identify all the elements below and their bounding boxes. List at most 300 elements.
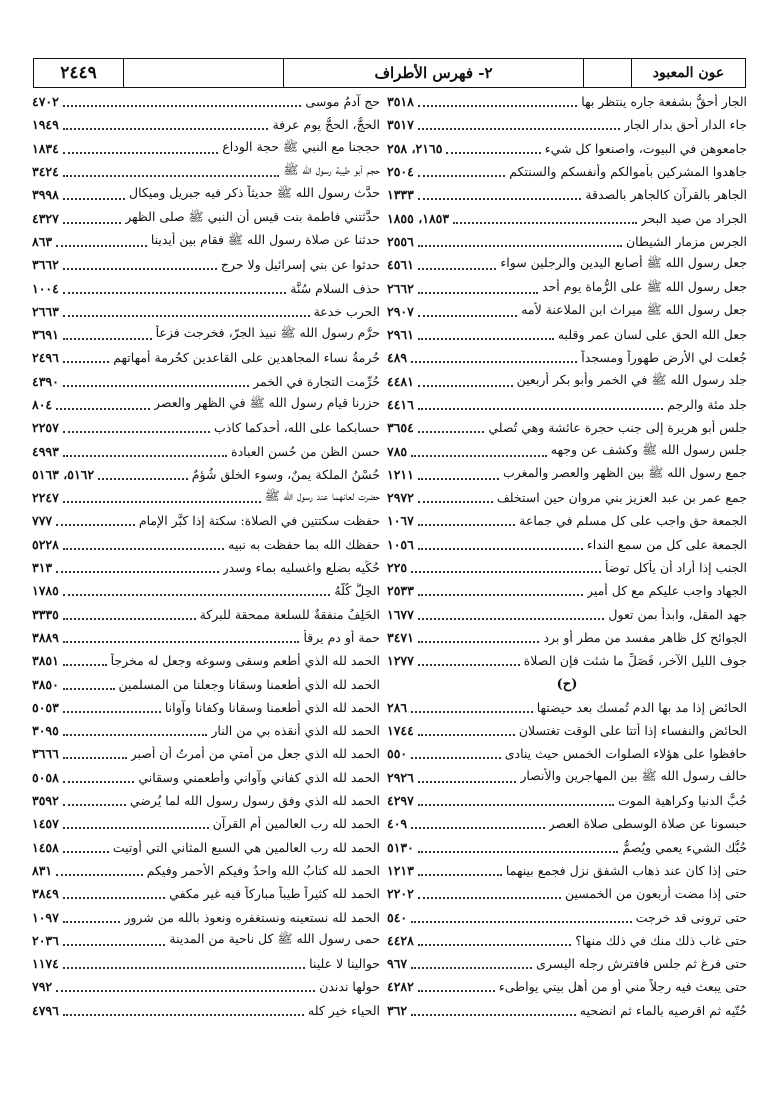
dot-leader <box>411 966 532 969</box>
hadith-number: ٢٩٠٧ <box>387 303 414 319</box>
hadith-incipit: حُكِّيه بضلع واغسليه بماء وسدر <box>222 560 380 576</box>
dot-leader <box>418 803 614 806</box>
hadith-number: ٢٢٤٧ <box>32 490 59 506</box>
index-entry <box>32 509 380 532</box>
hadith-incipit: الحمد لله نستعينه ونستغفره ونعوذ بالله من شرور <box>124 909 380 925</box>
index-column-right <box>387 90 747 1022</box>
hadith-number: ٣٦٥٤ <box>387 420 414 436</box>
hadith-incipit: حافظوا على هؤلاء الصلوات الخمس حيث ينادى <box>504 746 747 762</box>
dot-leader <box>63 500 261 503</box>
index-entry <box>32 253 380 276</box>
hadith-number: ١٠٩٧ <box>32 909 59 925</box>
hadith-incipit: الحمد لله كتابُ الله واحدٌ وفيكم الأحمر وفيكم <box>146 862 380 878</box>
hadith-incipit: حالف رسول الله ﷺ بين المهاجرين والأنصار <box>520 767 747 783</box>
dot-leader <box>418 780 516 783</box>
hadith-incipit: الحمد لله كثيراً طيباً مباركاً فيه غير مكفي <box>169 886 380 902</box>
dot-leader <box>63 593 331 596</box>
index-entry <box>32 393 380 416</box>
hadith-incipit: حُرمةُ نساء المجاهدين على القاعدين كحُرمة أمهاتهم <box>113 350 380 366</box>
dot-leader <box>63 850 109 853</box>
index-entry <box>387 90 747 113</box>
index-entry <box>32 183 380 206</box>
index-entry <box>32 626 380 649</box>
hadith-incipit: جاء الدار أحق بدار الجار <box>623 117 747 133</box>
hadith-incipit: حُبُّك الشيء يعمي ويُصمُّ <box>622 839 747 855</box>
hadith-incipit: حجم أبو طيبة رسول الله ﷺ <box>283 162 380 178</box>
hadith-incipit: الجمعة حق واجب على كل مسلم في جماعة <box>519 513 747 529</box>
hadith-incipit: حُرِّمت التجارة في الخمر <box>253 373 380 389</box>
hadith-number: ٣٥١٧ <box>387 117 414 133</box>
hadith-incipit: الجهاد واجب عليكم مع كل أمير <box>586 583 747 599</box>
hadith-number: ٧٩٢ <box>32 979 53 995</box>
hadith-incipit: جلد رسول الله ﷺ في الخمر وأبو بكر أربعين <box>516 371 747 387</box>
hadith-number: ١٦٧٧ <box>387 606 414 622</box>
index-entry <box>32 719 380 742</box>
book-title: عون المعبود <box>652 65 725 81</box>
hadith-incipit: حضرت لعانهما عند رسول الله ﷺ <box>264 488 380 504</box>
hadith-number: ٤٢٩٧ <box>387 793 414 809</box>
hadith-number: ٢٩٢٦ <box>387 769 414 785</box>
dot-leader <box>418 477 499 480</box>
hadith-number: ٣٨٥٠ <box>32 676 59 692</box>
hadith-incipit: جاهدوا المشركين بأموالكم وأنفسكم والسنتكم <box>509 164 747 180</box>
hadith-number: ١٢٧٧ <box>387 653 414 669</box>
index-entry <box>32 929 380 952</box>
hadith-number: ٣٨٨٩ <box>32 629 59 645</box>
hadith-incipit: الجار أحقُّ بشفعة جاره ينتظر بها <box>581 94 747 110</box>
hadith-incipit: الجنب إذا أراد أن يأكل توضأ <box>604 560 747 576</box>
hadith-incipit: الحائض إذا مد بها الدم تُمسك بعد حيضتها <box>536 699 747 715</box>
hadith-incipit: حمى رسول الله ﷺ كل ناحية من المدينة <box>169 930 380 946</box>
index-entry <box>387 579 747 602</box>
hadith-number: ٣١٣ <box>32 560 53 576</box>
index-entry <box>387 416 747 439</box>
hadith-incipit: الجرس مزمار الشيطان <box>625 233 747 249</box>
hadith-number: ٤٢٨٢ <box>387 979 414 995</box>
hadith-number: ١٤٥٧ <box>32 816 59 832</box>
index-entry <box>387 253 747 276</box>
hadith-number: ٩٦٧ <box>387 956 408 972</box>
index-entry <box>32 742 380 765</box>
index-entry <box>387 230 747 253</box>
dot-leader <box>418 337 554 340</box>
hadith-number: ٣٤٢٤ <box>32 164 59 180</box>
dot-leader <box>63 221 121 224</box>
index-entry <box>387 649 747 672</box>
index-entry <box>32 533 380 556</box>
dot-leader <box>418 127 620 130</box>
index-entry <box>32 370 380 393</box>
index-entry <box>32 836 380 859</box>
hadith-number: ٣٤٧١ <box>387 629 414 645</box>
dot-leader <box>63 710 161 713</box>
hadith-incipit: الجمعة على كل من سمع النداء <box>586 536 747 552</box>
dot-leader <box>411 360 577 363</box>
hadith-number: ٣٥٩٢ <box>32 793 59 809</box>
dot-leader <box>418 547 583 550</box>
hadith-number: ٤٤١٦ <box>387 397 414 412</box>
dot-leader <box>418 384 513 387</box>
index-entry <box>32 882 380 905</box>
dot-leader <box>63 197 125 200</box>
dot-leader <box>63 1013 304 1016</box>
hadith-number: ٣٨٤٩ <box>32 886 59 902</box>
index-entry <box>387 603 747 626</box>
hadith-incipit: الجاهر بالقرآن كالجاهر بالصدقة <box>585 187 747 203</box>
hadith-number: ١٢١٣ <box>387 862 414 878</box>
index-entry <box>32 859 380 882</box>
hadith-number: ٣٦٦٦ <box>32 746 59 762</box>
index-title: ٢- فهرس الأطراف <box>284 59 584 87</box>
index-entry <box>387 812 747 835</box>
hadith-incipit: جعل رسول الله ﷺ على الرُّماة يوم أحد <box>542 278 747 294</box>
page-number: ٢٤٤٩ <box>34 59 124 87</box>
hadith-incipit: حذف السلام سُنَّة <box>290 280 380 296</box>
hadith-number: ٤٠٩ <box>387 816 408 832</box>
dot-leader <box>63 756 127 759</box>
hadith-number: ٣٣٣٥ <box>32 606 59 622</box>
hadith-number: ١٧٤٤ <box>387 723 414 739</box>
index-entry <box>387 300 747 323</box>
hadith-incipit: الجوائح كل ظاهر مفسد من مطر أو برد <box>543 629 747 645</box>
dot-leader <box>418 430 484 433</box>
index-entry <box>32 789 380 812</box>
index-entry <box>32 952 380 975</box>
hadith-number: ٣٦٢ <box>387 1002 408 1018</box>
hadith-incipit: حبسونا عن صلاة الوسطى صلاة العصر <box>548 816 747 832</box>
dot-leader <box>411 756 501 759</box>
hadith-incipit: جلد مئة والرجم <box>667 397 747 412</box>
index-entry <box>387 929 747 952</box>
dot-leader <box>418 873 502 876</box>
dot-leader <box>63 104 302 107</box>
dot-leader <box>63 314 310 317</box>
dot-leader <box>418 593 583 596</box>
dot-leader <box>411 826 544 829</box>
dot-leader <box>418 663 520 666</box>
hadith-incipit: الحائض والنفساء إذا أتتا على الوقت تغتسلان <box>518 723 747 739</box>
hadith-number: ٤٨٩ <box>387 350 408 366</box>
index-entry <box>387 556 747 579</box>
hadith-incipit: جامعوهن في البيوت، واصنعوا كل شيء <box>544 140 747 156</box>
hadith-incipit: الحجُّ، الحجُّ يوم عرفة <box>272 117 380 133</box>
hadith-incipit: حتى إذا كان عند ذهاب الشفق نزل فجمع بينهما <box>505 862 747 878</box>
hadith-number: ٢٠٣٦ <box>32 932 59 948</box>
hadith-incipit: الحمد لله الذي أطعم وسقى وسوغه وجعل له مخرجاً <box>110 653 380 669</box>
index-entry <box>32 346 380 369</box>
dot-leader <box>418 314 517 317</box>
dot-leader <box>418 943 571 946</box>
hadith-number: ٥٤٠ <box>387 909 408 925</box>
page-header <box>33 58 746 88</box>
index-entry <box>387 113 747 136</box>
index-entry <box>387 836 747 859</box>
section-letter: (ح) <box>556 676 578 692</box>
dot-leader <box>63 640 300 643</box>
index-entry <box>32 766 380 789</box>
hadith-number: ٢٢٥٧ <box>32 420 59 436</box>
hadith-number: ٢٥٠٤ <box>387 164 414 180</box>
hadith-incipit: حُتّيه ثم اقرصيه بالماء ثم انضحيه <box>579 1002 747 1018</box>
hadith-number: ٥١٦٢، ٥١٦٣ <box>32 466 95 482</box>
dot-leader <box>418 197 581 200</box>
hadith-number: ٥٢٢٨ <box>32 536 59 552</box>
hadith-number: ٢٢٥ <box>387 560 408 576</box>
hadith-number: ٤٤٨١ <box>387 373 414 389</box>
hadith-incipit: حتى فرغ ثم جلس فافترش رجله اليسرى <box>536 956 747 972</box>
hadith-incipit: جوف الليل الآخر، فَصَلِّ ما شئت فإن الصلاة <box>523 653 747 669</box>
header-spacer <box>124 59 284 87</box>
hadith-number: ١٤٥٨ <box>32 839 59 855</box>
hadith-incipit: جلس أبو هريرة إلى جنب حجرة عائشة وهي تُصلي <box>488 420 747 436</box>
dot-leader <box>418 896 561 899</box>
index-entry <box>32 649 380 672</box>
hadith-incipit: الحمد لله الذي جعل من أمتي من أمرتُ أن أصبر <box>130 746 380 762</box>
hadith-incipit: جهد المقل، وابدأ بمن تعول <box>608 606 747 622</box>
hadith-number: ٥٠٥٨ <box>32 769 59 785</box>
index-entry <box>32 137 380 160</box>
hadith-incipit: حفظك الله بما حفظت به نبيه <box>228 536 380 552</box>
index-column-left <box>32 90 380 1022</box>
dot-leader <box>63 360 109 363</box>
hadith-number: ١١٧٤ <box>32 956 59 972</box>
index-entry <box>32 463 380 486</box>
hadith-number: ٣٩٩٨ <box>32 187 59 203</box>
index-entry <box>387 463 747 486</box>
dot-leader <box>56 523 135 526</box>
hadith-number: ١٠٠٤ <box>32 280 59 296</box>
hadith-number: ١٠٥٦ <box>387 536 414 552</box>
hadith-incipit: جلس رسول الله ﷺ وكشف عن وجهه <box>550 441 747 457</box>
dot-leader <box>418 733 515 736</box>
dot-leader <box>63 151 218 154</box>
index-entry <box>32 206 380 229</box>
index-entry <box>387 486 747 509</box>
index-entry <box>387 137 747 160</box>
dot-leader <box>418 104 577 107</box>
dot-leader <box>418 291 538 294</box>
index-entry <box>32 113 380 136</box>
dot-leader <box>56 873 143 876</box>
index-entry <box>32 323 380 346</box>
index-entry <box>387 439 747 462</box>
hadith-incipit: الحمد لله رب العالمين هي السبع المثاني التي أوتيت <box>112 839 380 855</box>
dot-leader <box>56 407 150 410</box>
index-entry <box>32 230 380 253</box>
index-entry <box>32 905 380 928</box>
dot-leader <box>56 244 147 247</box>
hadith-incipit: الحمد لله الذي كفاني وآواني وأطعمني وسقاني <box>138 769 380 785</box>
dot-leader <box>411 710 533 713</box>
index-entry <box>387 719 747 742</box>
dot-leader <box>446 151 540 154</box>
index-entry <box>387 766 747 789</box>
index-entry <box>387 975 747 998</box>
hadith-incipit: الحِلُّ كُلُّهُ <box>334 583 380 599</box>
index-entry <box>387 346 747 369</box>
hadith-number: ٨٦٣ <box>32 233 53 249</box>
index-entry <box>387 370 747 393</box>
hadith-incipit: حتى ترونى قد خرجت <box>635 909 747 925</box>
hadith-number: ٣٦٩١ <box>32 327 59 343</box>
index-entry <box>32 416 380 439</box>
hadith-number: ١٢١١ <box>387 466 414 482</box>
index-entry <box>387 160 747 183</box>
hadith-incipit: حتى يبعث فيه رجلاً مني أو من أهل بيتي يواطىء <box>498 979 747 995</box>
hadith-number: ١٩٤٩ <box>32 117 59 133</box>
index-entry <box>32 975 380 998</box>
index-entry <box>387 393 747 416</box>
index-entry <box>32 579 380 602</box>
hadith-incipit: حججنا مع النبي ﷺ حجة الوداع <box>222 138 380 154</box>
dot-leader <box>418 174 505 177</box>
hadith-number: ٤٣٩٠ <box>32 373 59 389</box>
index-entry <box>387 905 747 928</box>
header-spacer <box>584 59 632 87</box>
dot-leader <box>56 989 315 992</box>
dot-leader <box>63 780 135 783</box>
hadith-number: ٢٤٩٦ <box>32 350 59 366</box>
dot-leader <box>418 267 497 270</box>
hadith-incipit: حج آدمُ موسى <box>305 94 380 110</box>
dot-leader <box>453 221 637 224</box>
dot-leader <box>63 617 196 620</box>
hadith-incipit: جمع رسول الله ﷺ بين الظهر والعصر والمغرب <box>503 464 747 480</box>
hadith-number: ٣٦٦٢ <box>32 257 59 273</box>
index-entry <box>387 859 747 882</box>
hadith-incipit: الحمد لله الذي وفق رسول رسول الله لما يُرضي <box>129 793 380 809</box>
dot-leader <box>98 477 188 480</box>
hadith-number: ١٨٣٤ <box>32 140 59 156</box>
hadith-number: ٣٠٩٥ <box>32 723 59 739</box>
index-entry <box>387 789 747 812</box>
index-entry <box>387 999 747 1022</box>
hadith-incipit: حمة أو دم يرقأ <box>303 629 380 645</box>
dot-leader <box>411 570 601 573</box>
hadith-incipit: الجراد من صيد البحر <box>640 210 747 226</box>
hadith-number: ٢٦٦٢ <box>387 280 414 296</box>
hadith-incipit: الحمد لله الذي أنقذه بي من النار <box>211 723 380 739</box>
index-entry <box>387 742 747 765</box>
hadith-incipit: حدثنا عن صلاة رسول الله ﷺ فقام بين أيدينا <box>150 231 380 247</box>
index-entry <box>387 323 747 346</box>
index-entry <box>32 276 380 299</box>
hadith-incipit: حدَّثتني فاطمة بنت قيس أن النبي ﷺ صلى الظهر <box>125 208 380 224</box>
hadith-number: ١٧٨٥ <box>32 583 59 599</box>
section-heading <box>387 672 747 695</box>
hadith-incipit: الحَلِفُ منفقةٌ للسلعة ممحقة للبركة <box>199 606 380 622</box>
hadith-number: ٣٥١٨ <box>387 94 414 110</box>
hadith-number: ٢٥٣٣ <box>387 583 414 599</box>
index-entry <box>387 183 747 206</box>
hadith-incipit: حرَّم رسول الله ﷺ نبيذ الجرّ، فخرجت فزعاً <box>155 325 380 341</box>
dot-leader <box>63 174 280 177</box>
dot-leader <box>63 291 286 294</box>
dot-leader <box>63 127 269 130</box>
dot-leader <box>63 687 115 690</box>
hadith-incipit: الحمد لله رب العالمين أم القرآن <box>212 816 380 832</box>
hadith-number: ٤٩٩٣ <box>32 443 59 459</box>
hadith-incipit: جمع عمر بن عبد العزيز بني مروان حين استخلف <box>496 490 747 506</box>
dot-leader <box>56 570 218 573</box>
index-entry <box>32 439 380 462</box>
hadith-number: ٢٩٧٢ <box>387 490 414 506</box>
dot-leader <box>63 663 107 666</box>
hadith-incipit: حتى إذا مضت أربعون من الخمسين <box>565 886 747 902</box>
hadith-number: ٧٧٧ <box>32 513 53 529</box>
index-entry <box>387 206 747 229</box>
hadith-incipit: جعل الله الحق على لسان عمر وقلبه <box>557 327 747 343</box>
hadith-incipit: جعل رسول الله ﷺ أصابع اليدين والرجلين سواء <box>500 255 747 271</box>
dot-leader <box>418 640 540 643</box>
dot-leader <box>418 850 619 853</box>
hadith-number: ٥٥٠ <box>387 746 408 762</box>
dot-leader <box>63 733 207 736</box>
index-entry <box>32 672 380 695</box>
index-entry <box>387 882 747 905</box>
hadith-incipit: حولها ندندن <box>319 979 380 995</box>
dot-leader <box>63 384 249 387</box>
dot-leader <box>63 943 166 946</box>
hadith-incipit: الحمد لله الذي أطعمنا وسقانا وكفانا وآوانا <box>164 699 380 715</box>
hadith-number: ٥١٣٠ <box>387 839 414 855</box>
hadith-incipit: حدَّث رسول الله ﷺ حديثاً ذكر فيه جبريل وميكال <box>129 185 380 201</box>
hadith-incipit: حسن الظن من حُسن العبادة <box>231 443 380 459</box>
index-entry <box>32 696 380 719</box>
hadith-number: ٢٩٦١ <box>387 327 414 343</box>
index-entry <box>387 626 747 649</box>
dot-leader <box>63 966 305 969</box>
index-entry <box>32 603 380 626</box>
dot-leader <box>418 523 515 526</box>
dot-leader <box>63 267 217 270</box>
index-entry <box>32 556 380 579</box>
hadith-number: ٤٥٦١ <box>387 257 414 273</box>
hadith-incipit: الحمد لله الذي أطعمنا وسقانا وجعلنا من المسلمين <box>118 676 380 692</box>
dot-leader <box>63 920 120 923</box>
hadith-incipit: جعل رسول الله ﷺ ميراث ابن الملاعنة لأمه <box>521 301 747 317</box>
index-entry <box>387 696 747 719</box>
dot-leader <box>411 1013 576 1016</box>
index-entry <box>387 533 747 556</box>
hadith-incipit: الحرب خدعة <box>313 303 380 319</box>
hadith-number: ٨٠٤ <box>32 397 53 412</box>
hadith-number: ٢٥٥٦ <box>387 233 414 249</box>
index-entry <box>387 952 747 975</box>
index-entry <box>32 300 380 323</box>
index-entry <box>32 812 380 835</box>
hadith-number: ٢٦٦٣ <box>32 303 59 319</box>
dot-leader <box>63 337 152 340</box>
dot-leader <box>411 920 632 923</box>
dot-leader <box>418 407 663 410</box>
hadith-number: ١٣٣٣ <box>387 187 414 203</box>
hadith-number: ١٠٦٧ <box>387 513 414 529</box>
index-entry <box>387 276 747 299</box>
hadith-number: ٤٧٠٢ <box>32 94 59 110</box>
dot-leader <box>418 617 605 620</box>
dot-leader <box>63 826 209 829</box>
hadith-number: ٨٣١ <box>32 862 53 878</box>
index-entry <box>32 999 380 1022</box>
index-entry <box>32 160 380 183</box>
index-entry <box>32 90 380 113</box>
hadith-number: ٢١٦٥، ٢٥٨ <box>387 140 443 156</box>
dot-leader <box>63 454 227 457</box>
hadith-incipit: حُسْنُ الملكة يمنٌ، وسوء الخلق شُؤمٌ <box>191 466 380 482</box>
hadith-number: ٧٨٥ <box>387 443 408 459</box>
hadith-number: ٢٨٦ <box>387 699 408 715</box>
